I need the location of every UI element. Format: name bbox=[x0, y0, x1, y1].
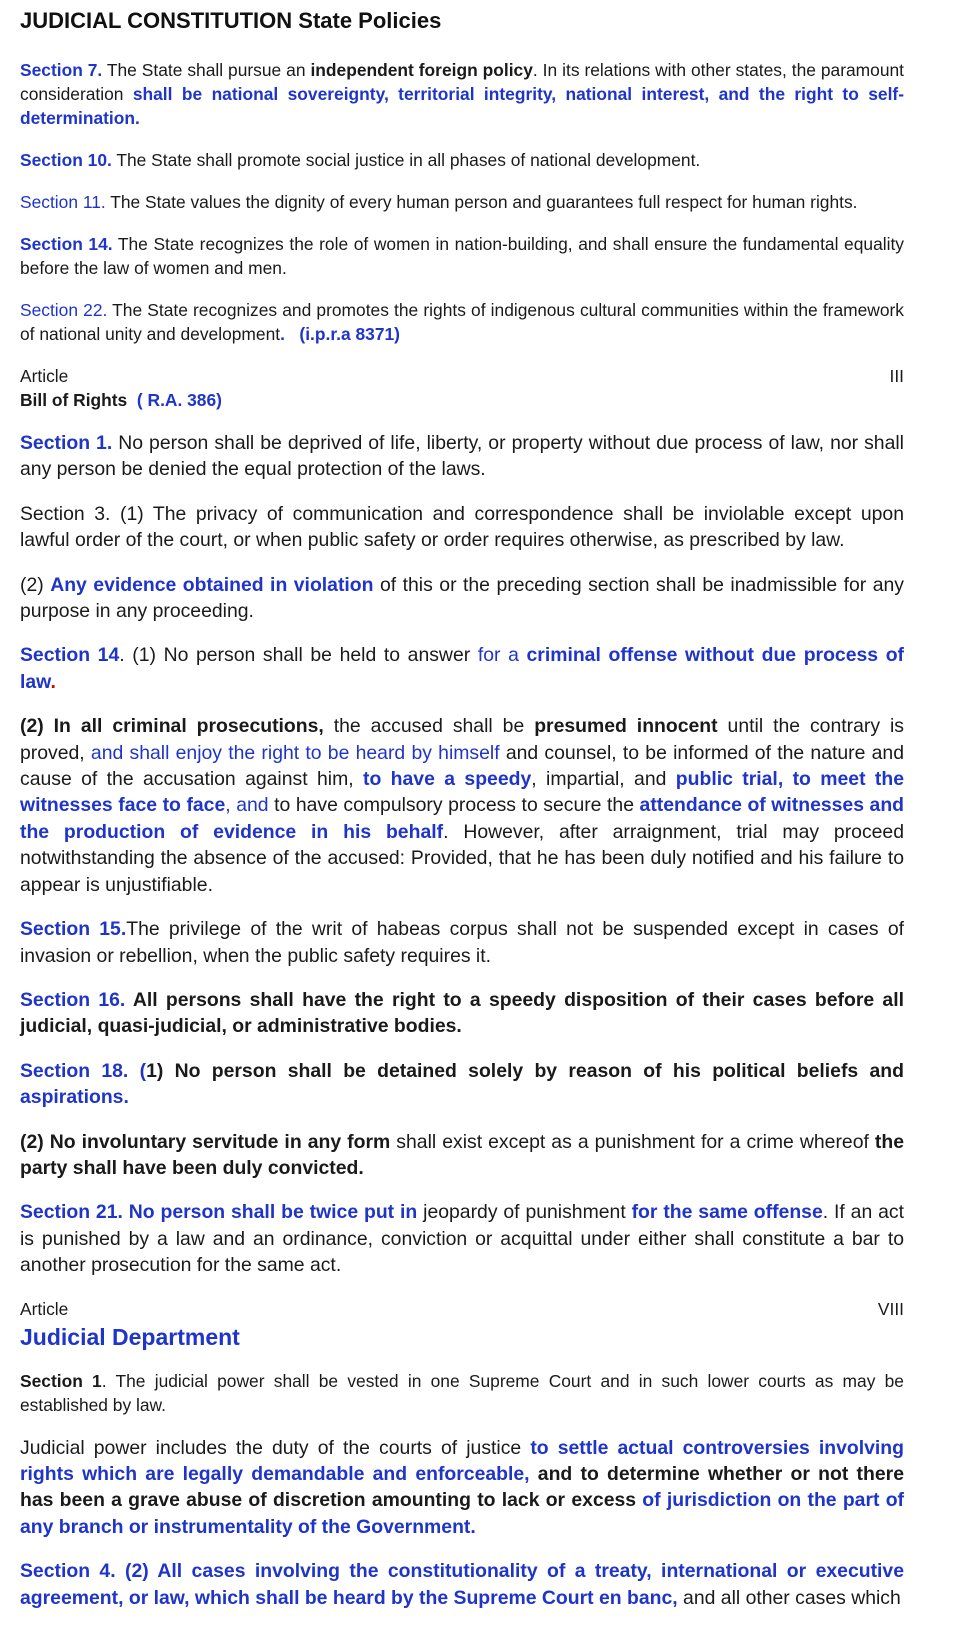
bor-section-3-2-text-1: (2) bbox=[20, 573, 51, 596]
bor-section-18-1-text-1: 1) No person shall be detained solely by reason of his political beliefs and bbox=[146, 1059, 904, 1082]
bill-of-rights-label: Bill of Rights bbox=[20, 390, 128, 410]
bor-section-3-2-paragraph bbox=[20, 572, 904, 625]
bill-of-rights-title bbox=[20, 388, 904, 412]
jd-section-1-label: Section 1 bbox=[20, 1370, 102, 1391]
section-10-text: The State shall promote social justice in all phases of national development. bbox=[111, 150, 701, 170]
bor-section-14-1-text-2: for a bbox=[477, 644, 527, 667]
article-3-header bbox=[20, 364, 904, 388]
section-14-policy-paragraph bbox=[20, 232, 904, 280]
bor-section-1-text: No person shall be deprived of life, liberty, or property without due process of law, nor shall any person be denied the equal protection of the laws. bbox=[20, 432, 904, 481]
bor-section-21-text-2: jeopardy of punishment bbox=[417, 1201, 632, 1224]
bor-section-15-text: The privilege of the writ of habeas corpus shall not be suspended except in cases of invasion or rebellion, when the public safety requires it. bbox=[20, 918, 904, 967]
bor-section-16-paragraph bbox=[20, 987, 904, 1040]
section-22-reference: (i.p.r.a 8371) bbox=[284, 324, 400, 344]
article-8-word: Article bbox=[20, 1298, 69, 1319]
document-title: JUDICIAL CONSTITUTION State Policies bbox=[20, 8, 442, 33]
jd-section-4-text-1: Section 4. (2) All cases involving the constitutionality of a treaty, international or executive agreement, or law, which shall be heard by the Supreme Court en banc, bbox=[20, 1560, 904, 1609]
bor-section-18-2-text-2: shall exist except as a punishment for a crime whereof bbox=[390, 1130, 875, 1153]
bor-14-2-t7: to have a speedy bbox=[363, 768, 532, 791]
section-10-label: Section 10. bbox=[20, 150, 112, 170]
bor-section-21-text-3: for the same offense bbox=[631, 1201, 823, 1224]
jd-section-1-paragraph bbox=[20, 1369, 904, 1417]
section-11-paragraph bbox=[20, 190, 904, 214]
article-8-numeral: VIII bbox=[877, 1298, 904, 1319]
bor-section-14-1-text-3: criminal offense without due process of law bbox=[20, 644, 904, 693]
bor-section-14-2-paragraph bbox=[20, 713, 904, 898]
bor-section-3-2-text-2: Any evidence obtained in violation bbox=[50, 573, 374, 596]
section-10-paragraph bbox=[20, 148, 904, 172]
section-22-paragraph bbox=[20, 298, 904, 346]
bor-14-2-t9: public trial, to meet the witnesses face to face bbox=[20, 768, 904, 817]
section-7-text-2: independent foreign policy bbox=[310, 60, 533, 80]
judicial-power-text-2: to settle actual controversies involving rights which are legally demandable and enforceable, bbox=[20, 1436, 904, 1485]
bor-14-2-t10: , and bbox=[225, 794, 269, 817]
bor-section-21-text-1: Section 21. No person shall be twice put in bbox=[20, 1201, 418, 1224]
bor-section-1-label: Section 1. bbox=[20, 432, 113, 454]
bor-14-2-t3: presumed innocent bbox=[534, 715, 718, 738]
bill-of-rights-reference: ( R.A. 386) bbox=[127, 390, 222, 410]
article-3-numeral: III bbox=[889, 366, 904, 386]
bor-14-2-t11: to have compulsory process to secure the bbox=[268, 794, 640, 817]
bor-section-3-2-text-3: of this or the preceding section shall be inadmissible for any purpose in any proceeding. bbox=[20, 573, 904, 623]
section-14-policy-label: Section 14. bbox=[20, 234, 113, 254]
bor-section-21-text-4: . If an act is punished by a law and an ordinance, conviction or acquittal under either shall constitute a bar to another prosecution for the same act. bbox=[20, 1201, 904, 1277]
jd-section-4-paragraph bbox=[20, 1558, 904, 1611]
bor-section-16-label: Section 16. bbox=[20, 988, 126, 1011]
jd-section-4-text-2: and all other cases which bbox=[677, 1586, 901, 1609]
section-7-text-3: . In its relations with other states, the paramount consideration bbox=[20, 60, 904, 104]
article-3-word: Article bbox=[20, 366, 69, 386]
bor-14-2-t5: and shall enjoy the right to be heard by himself bbox=[90, 741, 500, 764]
bor-section-18-2-text-1: (2) No involuntary servitude in any form bbox=[20, 1130, 391, 1153]
bor-14-2-t8: , impartial, and bbox=[531, 768, 676, 791]
judicial-power-text-4: of jurisdiction on the part of any branch or instrumentality of the Government. bbox=[20, 1489, 904, 1538]
section-22-label: Section 22. bbox=[20, 300, 108, 320]
bor-section-14-1-paragraph bbox=[20, 642, 904, 695]
section-22-dot: . bbox=[280, 324, 285, 344]
section-7-text-1: The State shall pursue an bbox=[102, 60, 311, 80]
document-page bbox=[20, 6, 904, 1611]
bor-section-14-1-text-1: . (1) No person shall be held to answer bbox=[119, 644, 478, 667]
bor-section-18-1-text-2: aspirations. bbox=[20, 1086, 129, 1109]
bor-section-18-1-paragraph bbox=[20, 1058, 904, 1111]
judicial-department-title: Judicial Department bbox=[20, 1323, 240, 1350]
bor-section-1-paragraph bbox=[20, 430, 904, 483]
section-22-text: The State recognizes and promotes the rights of indigenous cultural communities within the framework of national unity and development bbox=[20, 300, 904, 344]
bor-section-18-2-paragraph bbox=[20, 1129, 904, 1182]
bor-section-21-paragraph bbox=[20, 1199, 904, 1278]
bor-14-2-t2: the accused shall be bbox=[323, 715, 535, 738]
bor-section-14-1-text-4: . bbox=[50, 670, 56, 693]
section-7-label: Section 7. bbox=[20, 60, 103, 80]
bor-section-16-text: All persons shall have the right to a speedy disposition of their cases before all judicial, quasi-judicial, or administrative bodies. bbox=[20, 988, 904, 1038]
article-8-header bbox=[20, 1297, 904, 1321]
bor-14-2-t13: . However, after arraignment, trial may proceed notwithstanding the absence of the accused: Provided, that he has been duly notified and his failure to appear is unjustifiable. bbox=[20, 820, 904, 896]
judicial-power-text-1: Judicial power includes the duty of the courts of justice bbox=[20, 1436, 531, 1459]
section-7-paragraph bbox=[20, 58, 904, 130]
section-11-text: The State values the dignity of every human person and guarantees full respect for human rights. bbox=[105, 192, 858, 212]
bor-section-3-1-paragraph: Section 3. (1) The privacy of communication and correspondence shall be inviolable except upon lawful order of the court, or when public safety or order requires otherwise, as prescribed by law. bbox=[20, 502, 904, 552]
bor-14-2-t1: (2) In all criminal prosecutions, bbox=[20, 715, 324, 738]
judicial-power-text-3: and to determine whether or not there has been a grave abuse of discretion amounting to lack or excess bbox=[20, 1462, 904, 1512]
bor-section-18-2-text-3: the party shall have been duly convicted. bbox=[20, 1130, 904, 1179]
section-7-text-4: shall be national sovereignty, territorial integrity, national interest, and the right to self-determination. bbox=[20, 84, 904, 128]
bor-14-2-t6: and counsel, to be informed of the nature and cause of the accusation against him, bbox=[20, 741, 904, 791]
bor-section-15-paragraph bbox=[20, 916, 904, 969]
bor-section-18-label: Section 18. ( bbox=[20, 1059, 147, 1082]
jd-section-1-text: . The judicial power shall be vested in one Supreme Court and in such lower courts as may be established by law. bbox=[20, 1370, 904, 1415]
section-11-label: Section 11. bbox=[20, 192, 106, 212]
bor-14-2-t4: until the contrary is proved, bbox=[20, 715, 904, 764]
judicial-power-paragraph bbox=[20, 1435, 904, 1541]
bor-section-15-label: Section 15. bbox=[20, 918, 127, 941]
bor-section-14-label: Section 14 bbox=[20, 644, 120, 667]
section-14-policy-text: The State recognizes the role of women in nation-building, and shall ensure the fundamental equality before the law of women and men. bbox=[20, 234, 904, 278]
bor-14-2-t12: attendance of witnesses and the production of evidence in his behalf bbox=[20, 794, 905, 843]
